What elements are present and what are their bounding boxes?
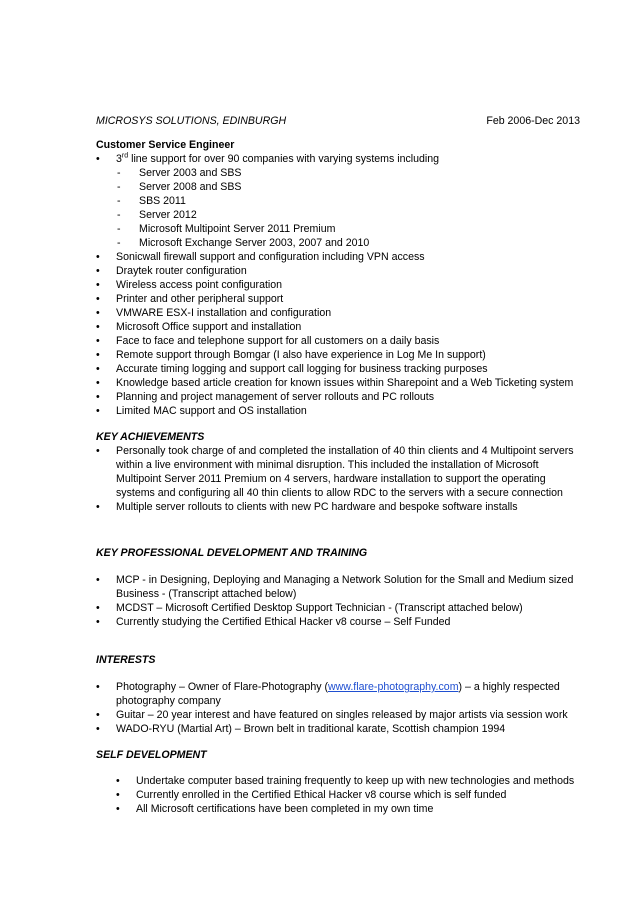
- employer-header: [96, 114, 580, 128]
- list-item: • Planning and project management of server rollouts and PC rollouts: [96, 390, 580, 404]
- cv-page: [96, 114, 580, 816]
- employment-dates: Feb 2006-Dec 2013: [486, 115, 580, 127]
- duties-list: [96, 152, 580, 166]
- achievements-list: [96, 444, 580, 514]
- list-item: • Accurate timing logging and support call logging for business tracking purposes: [96, 362, 580, 376]
- section-heading: INTERESTS: [96, 654, 156, 666]
- list-item: • Printer and other peripheral support: [96, 292, 580, 306]
- section-heading: KEY PROFESSIONAL DEVELOPMENT AND TRAINING: [96, 547, 368, 559]
- self-development-list: [96, 774, 580, 816]
- list-item: • MCDST – Microsoft Certified Desktop Support Technician - (Transcript attached below): [96, 601, 580, 615]
- list-item: • Undertake computer based training frequently to keep up with new technologies and methods: [96, 774, 580, 788]
- section-heading: KEY ACHIEVEMENTS: [96, 431, 205, 443]
- employer-name: MICROSYS SOLUTIONS, EDINBURGH: [96, 115, 287, 127]
- list-item: • Microsoft Office support and installation: [96, 320, 580, 334]
- list-item: • VMWARE ESX-I installation and configuration: [96, 306, 580, 320]
- systems-list: [96, 166, 580, 250]
- list-item: - SBS 2011: [96, 194, 580, 208]
- list-item: - Server 2003 and SBS: [96, 166, 580, 180]
- job-title: Customer Service Engineer: [96, 139, 235, 151]
- training-list: [96, 573, 580, 629]
- list-item: • Remote support through Bomgar (I also have experience in Log Me In support): [96, 348, 580, 362]
- list-item: • MCP - in Designing, Deploying and Managing a Network Solution for the Small and Medium sized Business - (Transcript attached below): [96, 573, 580, 601]
- list-item: • Currently studying the Certified Ethical Hacker v8 course – Self Funded: [96, 615, 580, 629]
- duties-list-continued: [96, 250, 580, 418]
- list-item: • Multiple server rollouts to clients with new PC hardware and bespoke software installs: [96, 500, 580, 514]
- list-item: • Sonicwall firewall support and configuration including VPN access: [96, 250, 580, 264]
- section-heading: SELF DEVELOPMENT: [96, 749, 207, 761]
- list-item: - Server 2008 and SBS: [96, 180, 580, 194]
- list-item: • Draytek router configuration: [96, 264, 580, 278]
- list-item: • Personally took charge of and completed the installation of 40 thin clients and 4 Multipoint servers within a live environment with minimal disruption. This included the installation of Microsoft Multipoint Server 2011 Premium on 4 servers, hardware installation to support the operating systems and configuring all 40 thin clients to allow RDC to the servers with a secure connection: [96, 444, 580, 500]
- list-item: • Knowledge based article creation for known issues within Sharepoint and a Web Ticketing system: [96, 376, 580, 390]
- list-item: • Face to face and telephone support for all customers on a daily basis: [96, 334, 580, 348]
- interests-list: [96, 680, 580, 736]
- list-item: • 3rd line support for over 90 companies with varying systems including: [96, 152, 580, 166]
- list-item: • Photography – Owner of Flare-Photography (www.flare-photography.com) – a highly respected photography company: [96, 680, 580, 708]
- list-item: - Microsoft Multipoint Server 2011 Premium: [96, 222, 580, 236]
- list-item: • Wireless access point configuration: [96, 278, 580, 292]
- photography-website-link[interactable]: www.flare-photography.com: [328, 681, 459, 693]
- list-item: • WADO-RYU (Martial Art) – Brown belt in traditional karate, Scottish champion 1994: [96, 722, 580, 736]
- list-item: - Microsoft Exchange Server 2003, 2007 and 2010: [96, 236, 580, 250]
- list-item: - Server 2012: [96, 208, 580, 222]
- list-item: • All Microsoft certifications have been completed in my own time: [96, 802, 580, 816]
- list-item: • Guitar – 20 year interest and have featured on singles released by major artists via session work: [96, 708, 580, 722]
- list-item: • Currently enrolled in the Certified Ethical Hacker v8 course which is self funded: [96, 788, 580, 802]
- list-item: • Limited MAC support and OS installation: [96, 404, 580, 418]
